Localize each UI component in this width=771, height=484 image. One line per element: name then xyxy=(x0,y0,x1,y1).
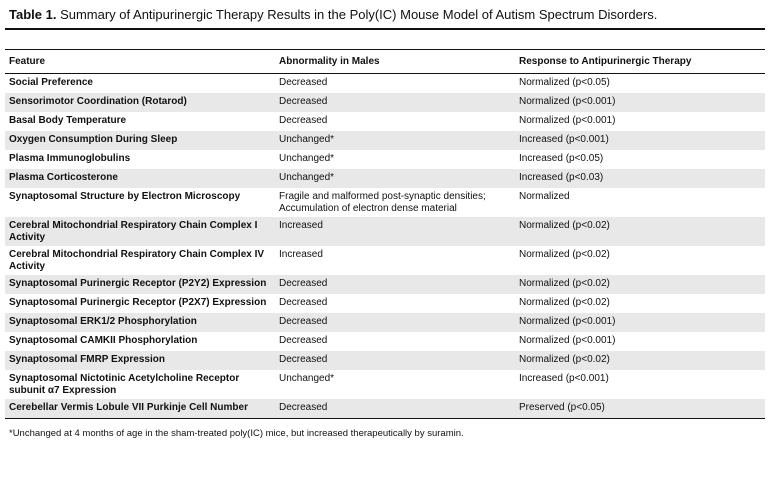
cell-feature: Cerebral Mitochondrial Respiratory Chain Complex I Activity xyxy=(5,217,275,246)
cell-response: Increased (p<0.001) xyxy=(519,373,609,384)
cell-response: Normalized (p<0.02) xyxy=(515,275,765,294)
cell-feature: Cerebral Mitochondrial Respiratory Chain Complex IV Activity xyxy=(9,249,265,272)
cell-feature: Plasma Corticosterone xyxy=(5,169,275,188)
cell-abnormality: Unchanged* xyxy=(279,153,335,164)
column-header-abnormality: Abnormality in Males xyxy=(275,50,515,74)
table-row xyxy=(5,93,765,112)
table-footnote: *Unchanged at 4 months of age in the sham-treated poly(IC) mice, but increased therapeutically by suramin. xyxy=(9,428,464,439)
table-row xyxy=(5,332,765,351)
cell-response: Preserved (p<0.05) xyxy=(515,399,765,419)
table-row xyxy=(5,112,765,131)
cell-abnormality: Decreased xyxy=(275,275,515,294)
table-row xyxy=(5,217,765,246)
results-table xyxy=(5,50,765,419)
table-header-row xyxy=(5,50,765,74)
cell-feature: Plasma Immunoglobulins xyxy=(9,153,131,164)
table-row xyxy=(5,246,765,275)
table-row xyxy=(5,169,765,188)
cell-abnormality: Decreased xyxy=(275,351,515,370)
caption-gap xyxy=(5,30,765,49)
cell-abnormality: Increased xyxy=(275,217,515,246)
cell-abnormality: Decreased xyxy=(275,313,515,332)
cell-feature: Social Preference xyxy=(9,77,93,88)
cell-feature: Synaptosomal CAMKII Phosphorylation xyxy=(9,335,198,346)
table-row xyxy=(5,275,765,294)
cell-response: Normalized (p<0.02) xyxy=(515,351,765,370)
table-row xyxy=(5,131,765,150)
table-row xyxy=(5,399,765,419)
table-document xyxy=(5,0,765,440)
cell-response: Normalized xyxy=(519,191,570,202)
cell-response: Normalized (p<0.001) xyxy=(519,335,616,346)
cell-feature: Synaptosomal ERK1/2 Phosphorylation xyxy=(5,313,275,332)
cell-abnormality: Unchanged* xyxy=(279,373,335,384)
table-row xyxy=(5,313,765,332)
cell-abnormality: Fragile and malformed post-synaptic densities; Accumulation of electron dense material xyxy=(279,191,486,214)
cell-abnormality: Decreased xyxy=(279,297,328,308)
cell-abnormality: Increased xyxy=(279,249,323,260)
cell-abnormality: Decreased xyxy=(279,335,328,346)
cell-feature: Synaptosomal FMRP Expression xyxy=(5,351,275,370)
cell-response: Increased (p<0.001) xyxy=(515,131,765,150)
table-row xyxy=(5,370,765,399)
cell-response: Increased (p<0.05) xyxy=(519,153,604,164)
cell-response: Normalized (p<0.05) xyxy=(519,77,610,88)
column-header-feature: Feature xyxy=(5,50,275,74)
cell-response: Increased (p<0.03) xyxy=(515,169,765,188)
cell-response: Normalized (p<0.02) xyxy=(519,249,610,260)
cell-feature: Synaptosomal Purinergic Receptor (P2X7) Expression xyxy=(9,297,267,308)
cell-feature: Cerebellar Vermis Lobule VII Purkinje Cell Number xyxy=(5,399,275,419)
cell-abnormality: Decreased xyxy=(275,93,515,112)
cell-feature: Sensorimotor Coordination (Rotarod) xyxy=(5,93,275,112)
cell-feature: Synaptosomal Structure by Electron Microscopy xyxy=(9,191,241,202)
cell-abnormality: Decreased xyxy=(279,77,328,88)
table-label: Table 1. xyxy=(9,7,57,22)
table-row xyxy=(5,294,765,313)
cell-feature: Synaptosomal Purinergic Receptor (P2Y2) Expression xyxy=(5,275,275,294)
table-row xyxy=(5,351,765,370)
table-row xyxy=(5,150,765,169)
table-caption xyxy=(5,0,765,28)
cell-response: Normalized (p<0.001) xyxy=(515,313,765,332)
cell-abnormality: Decreased xyxy=(279,115,328,126)
cell-response: Normalized (p<0.02) xyxy=(515,217,765,246)
table-caption-text: Summary of Antipurinergic Therapy Results in the Poly(IC) Mouse Model of Autism Spectrum Disorders. xyxy=(56,7,658,22)
table-row xyxy=(5,188,765,217)
cell-response: Normalized (p<0.001) xyxy=(519,115,616,126)
cell-response: Normalized (p<0.02) xyxy=(519,297,610,308)
table-row xyxy=(5,74,765,94)
cell-response: Normalized (p<0.001) xyxy=(515,93,765,112)
table-body xyxy=(5,74,765,419)
cell-feature: Basal Body Temperature xyxy=(9,115,127,126)
cell-abnormality: Unchanged* xyxy=(275,169,515,188)
cell-abnormality: Decreased xyxy=(275,399,515,419)
column-header-response: Response to Antipurinergic Therapy xyxy=(515,50,765,74)
cell-feature: Synaptosomal Nictotinic Acetylcholine Receptor subunit α7 Expression xyxy=(9,373,240,396)
cell-abnormality: Unchanged* xyxy=(275,131,515,150)
cell-feature: Oxygen Consumption During Sleep xyxy=(5,131,275,150)
